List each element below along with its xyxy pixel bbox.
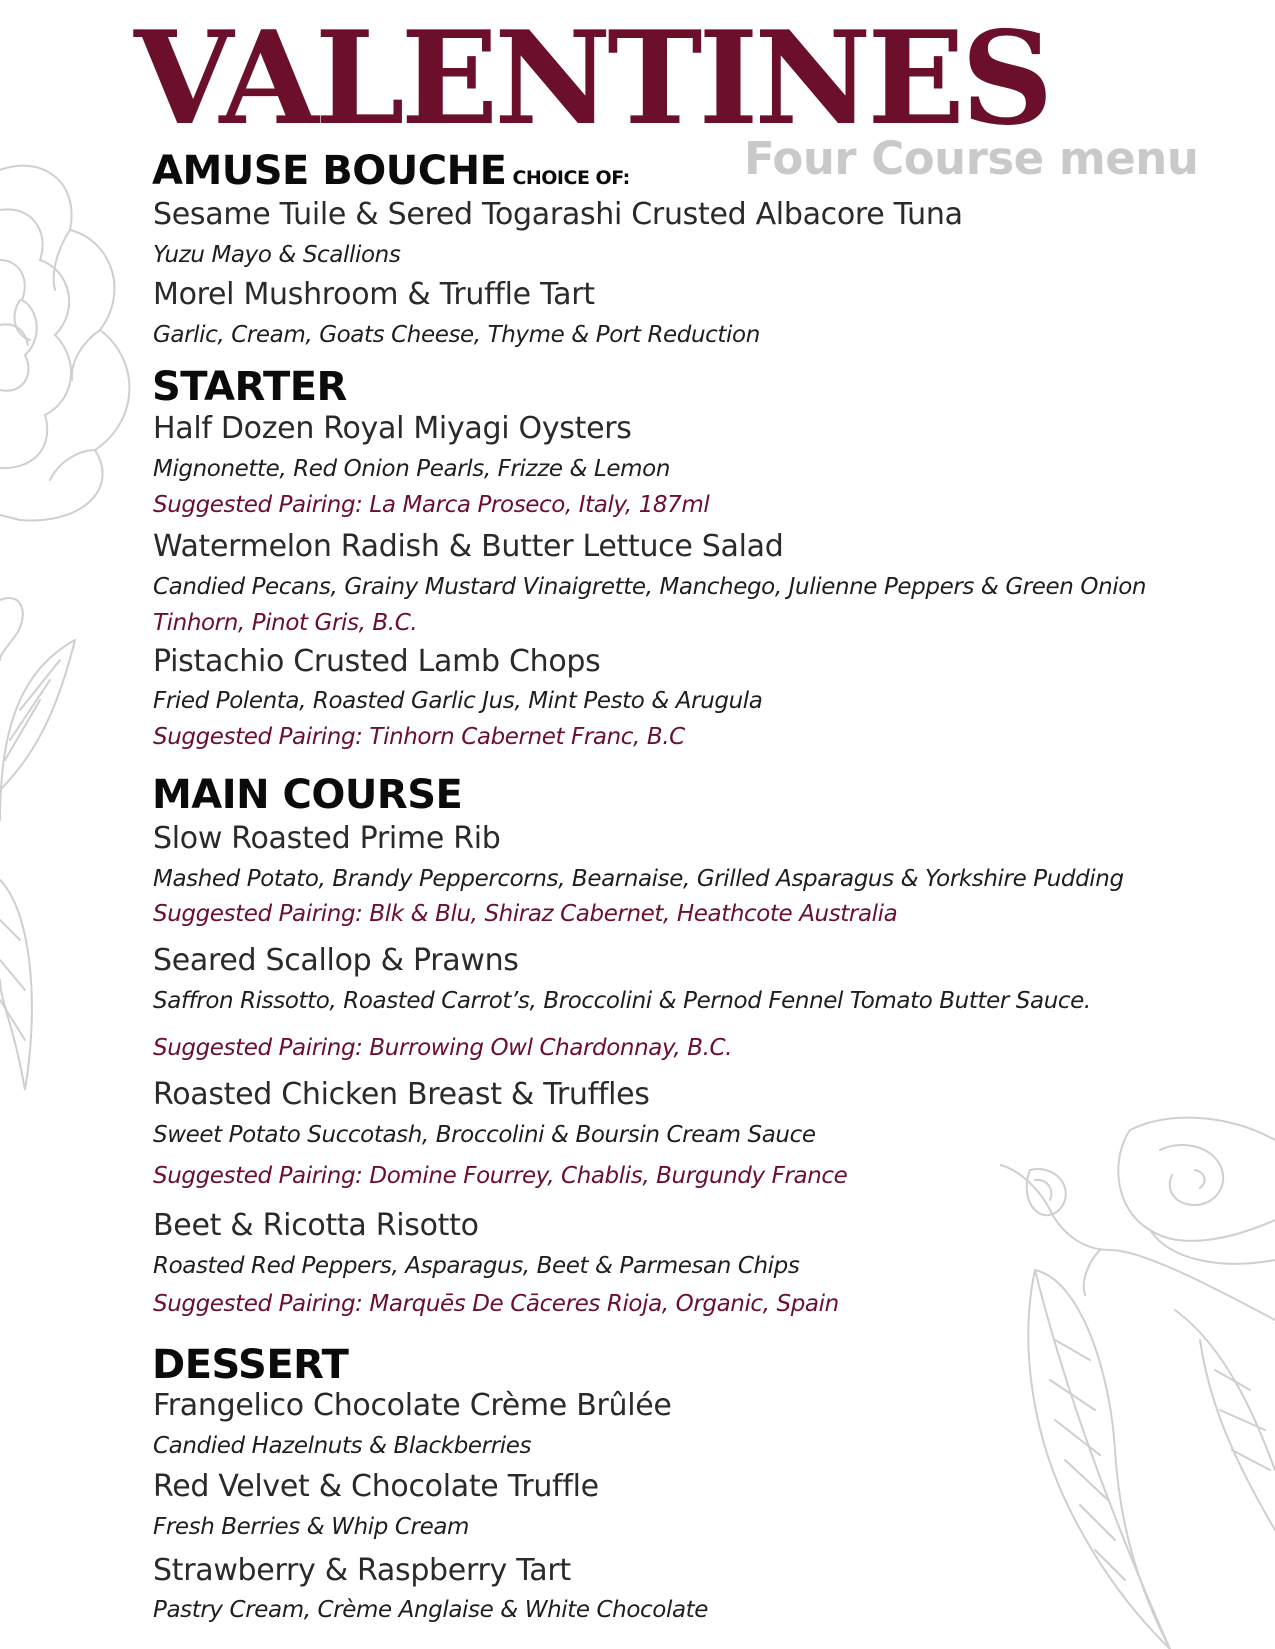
- dish-name: Seared Scallop & Prawns: [153, 943, 519, 978]
- dish-name: Strawberry & Raspberry Tart: [153, 1553, 571, 1588]
- dish-description: Yuzu Mayo & Scallions: [153, 242, 401, 268]
- wine-pairing: Suggested Pairing: Burrowing Owl Chardonnay, B.C.: [153, 1035, 733, 1061]
- wine-pairing: Suggested Pairing: Tinhorn Cabernet Franc, B.C: [153, 724, 685, 750]
- dish-description: Roasted Red Peppers, Asparagus, Beet & Parmesan Chips: [153, 1253, 800, 1279]
- dish-description: Candied Pecans, Grainy Mustard Vinaigrette, Manchego, Julienne Peppers & Green Onion: [153, 574, 1147, 600]
- dish-description: Saffron Rissotto, Roasted Carrot’s, Broccolini & Pernod Fennel Tomato Butter Sauce.: [153, 988, 1091, 1014]
- leaf-illustration-left: [0, 580, 90, 1100]
- menu-title: VALENTINES: [134, 4, 1050, 154]
- dish-description: Garlic, Cream, Goats Cheese, Thyme & Port Reduction: [153, 322, 760, 348]
- dish-description: Pastry Cream, Crème Anglaise & White Chocolate: [153, 1597, 709, 1623]
- menu-subtitle: Four Course menu: [744, 132, 1199, 185]
- amuse-bouche-heading-text: AMUSE BOUCHE: [152, 148, 507, 194]
- dish-description: Candied Hazelnuts & Blackberries: [153, 1433, 532, 1459]
- section-heading-amuse-bouche: [152, 148, 630, 194]
- dish-description: Fresh Berries & Whip Cream: [153, 1514, 470, 1540]
- dish-name: Frangelico Chocolate Crème Brûlée: [153, 1388, 672, 1423]
- dish-description: Fried Polenta, Roasted Garlic Jus, Mint Pesto & Arugula: [153, 688, 763, 714]
- dish-description: Mignonette, Red Onion Pearls, Frizze & Lemon: [153, 456, 671, 482]
- dish-name: Pistachio Crusted Lamb Chops: [153, 644, 601, 679]
- rose-illustration-bottom-right: [1000, 1110, 1275, 1649]
- dish-description: Sweet Potato Succotash, Broccolini & Boursin Cream Sauce: [153, 1122, 816, 1148]
- wine-pairing: Tinhorn, Pinot Gris, B.C.: [153, 610, 418, 636]
- dish-name: Slow Roasted Prime Rib: [153, 821, 501, 856]
- section-heading-main-course: MAIN COURSE: [152, 772, 463, 818]
- dish-name: Sesame Tuile & Sered Togarashi Crusted Albacore Tuna: [153, 197, 963, 232]
- leaf-icon: [0, 598, 75, 1090]
- dish-description: Mashed Potato, Brandy Peppercorns, Bearnaise, Grilled Asparagus & Yorkshire Pudding: [153, 866, 1124, 892]
- rose-icon: [0, 166, 129, 521]
- dish-name: Roasted Chicken Breast & Truffles: [153, 1077, 650, 1112]
- wine-pairing: Suggested Pairing: Blk & Blu, Shiraz Cabernet, Heathcote Australia: [153, 901, 898, 927]
- rose-illustration-top-left: [0, 150, 150, 530]
- dish-name: Half Dozen Royal Miyagi Oysters: [153, 411, 632, 446]
- dish-name: Morel Mushroom & Truffle Tart: [153, 277, 595, 312]
- dish-name: Beet & Ricotta Risotto: [153, 1208, 479, 1243]
- rose-icon: [1118, 1118, 1275, 1264]
- dish-name: Watermelon Radish & Butter Lettuce Salad: [153, 529, 784, 564]
- leaf-icon: [1028, 1270, 1275, 1649]
- wine-pairing: Suggested Pairing: La Marca Proseco, Italy, 187ml: [153, 492, 710, 518]
- wine-pairing: Suggested Pairing: Marquēs De Cāceres Rioja, Organic, Spain: [153, 1291, 839, 1317]
- dish-name: Red Velvet & Chocolate Truffle: [153, 1469, 599, 1504]
- choice-of-label: CHOICE OF:: [512, 167, 630, 189]
- wine-pairing: Suggested Pairing: Domine Fourrey, Chablis, Burgundy France: [153, 1163, 848, 1189]
- section-heading-starter: STARTER: [152, 364, 347, 410]
- section-heading-dessert: DESSERT: [152, 1342, 349, 1388]
